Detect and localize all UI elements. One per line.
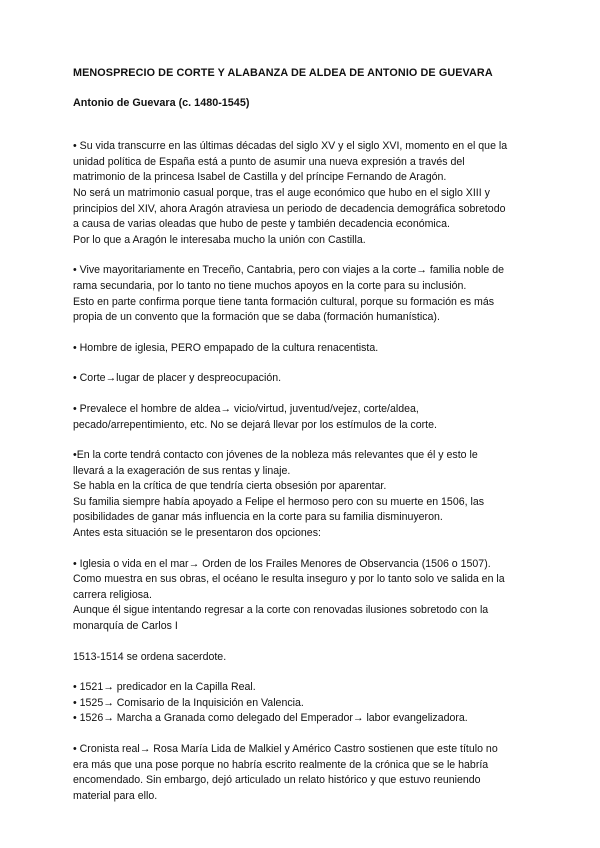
text-line: propia de un convento que la formación que se daba (formación humanística).: [73, 311, 440, 324]
text-line: • Vive mayoritariamente en Treceño, Cantabria, pero con viajes a la corte→ familia noble de: [73, 264, 505, 277]
paragraph-residence: [73, 263, 533, 325]
text-line: rama secundaria, por lo tanto no tiene muchos apoyos en la corte para su inclusión.: [73, 279, 467, 292]
text-line: • Corte→lugar de placer y despreocupación.: [73, 372, 282, 385]
text-line: posibilidades de ganar más influencia en la corte para su familia disminuyeron.: [73, 511, 443, 524]
text-line: • 1526→ Marcha a Granada como delegado del Emperador→ labor evangelizadora.: [73, 712, 468, 725]
text-line: Como muestra en sus obras, el océano le resulta inseguro y por lo tanto solo ve salida en la: [73, 573, 505, 586]
paragraph-church: [73, 341, 533, 357]
paragraph-context: [73, 139, 533, 248]
text-line: a causa de varias oleadas que hubo de peste y también decadencia económica.: [73, 218, 450, 231]
text-line: matrimonio de la princesa Isabel de Castilla y del príncipe Fernando de Aragón.: [73, 171, 447, 184]
text-line: No será un matrimonio casual porque, tras el auge económico que hubo en el siglo XIII y: [73, 186, 490, 199]
text-line: principios del XIV, ahora Aragón atraviesa un periodo de decadencia demográfica sobretodo: [73, 202, 506, 215]
paragraph-nobility: [73, 448, 533, 542]
text-line: Esto en parte confirma porque tiene tanta formación cultural, porque su formación es más: [73, 295, 495, 308]
text-line: 1513-1514 se ordena sacerdote.: [73, 650, 227, 663]
paragraph-village: [73, 402, 533, 433]
text-line: • Hombre de iglesia, PERO empapado de la cultura renacentista.: [73, 341, 379, 354]
text-line: •En la corte tendrá contacto con jóvenes de la nobleza más relevantes que él y esto le: [73, 449, 478, 462]
paragraph-chronicler: [73, 742, 533, 804]
text-line: carrera religiosa.: [73, 588, 152, 601]
paragraph-ordination: [73, 650, 533, 666]
text-line: unidad política de España está a punto de asumir una nueva expresión a través del: [73, 155, 465, 168]
text-line: era más que una pose porque no habría escrito realmente de la crónica que se le habría: [73, 758, 489, 771]
text-line: • Prevalece el hombre de aldea→ vicio/virtud, juventud/vejez, corte/aldea,: [73, 402, 419, 415]
text-line: • Iglesia o vida en el mar→ Orden de los Frailes Menores de Observancia (1506 o 1507).: [73, 557, 491, 570]
text-line: material para ello.: [73, 789, 158, 802]
text-line: • Cronista real→ Rosa María Lida de Malkiel y Américo Castro sostienen que este título no: [73, 743, 498, 755]
text-line: monarquía de Carlos I: [73, 620, 178, 633]
text-line: encomendado. Sin embargo, dejó articulado un relato histórico y que estuvo reuniendo: [73, 774, 481, 787]
paragraph-timeline: [73, 680, 533, 727]
text-line: • 1521→ predicador en la Capilla Real.: [73, 681, 256, 694]
text-line: Se habla en la crítica de que tendría cierta obsesión por aparentar.: [73, 480, 387, 493]
text-line: Por lo que a Aragón le interesaba mucho la unión con Castilla.: [73, 233, 366, 246]
text-line: Su familia siempre había apoyado a Felipe el hermoso pero con su muerte en 1506, las: [73, 495, 485, 508]
text-line: pecado/arrepentimiento, etc. No se dejará llevar por los estímulos de la corte.: [73, 418, 437, 431]
text-line: Antes esta situación se le presentaron dos opciones:: [73, 527, 321, 540]
text-line: • Su vida transcurre en las últimas décadas del siglo XV y el siglo XVI, momento en el que la: [73, 140, 508, 153]
document-subtitle: Antonio de Guevara (c. 1480-1545): [73, 96, 250, 109]
paragraph-court: [73, 371, 533, 387]
paragraph-options: [73, 557, 533, 635]
text-line: llevará a la exageración de sus rentas y linaje.: [73, 464, 291, 477]
document-page: [73, 66, 533, 819]
text-line: • 1525→ Comisario de la Inquisición en Valencia.: [73, 696, 304, 709]
text-line: Aunque él sigue intentando regresar a la corte con renovadas ilusiones sobretodo con la: [73, 604, 489, 617]
document-title: MENOSPRECIO DE CORTE Y ALABANZA DE ALDEA DE ANTONIO DE GUEVARA: [73, 67, 493, 79]
